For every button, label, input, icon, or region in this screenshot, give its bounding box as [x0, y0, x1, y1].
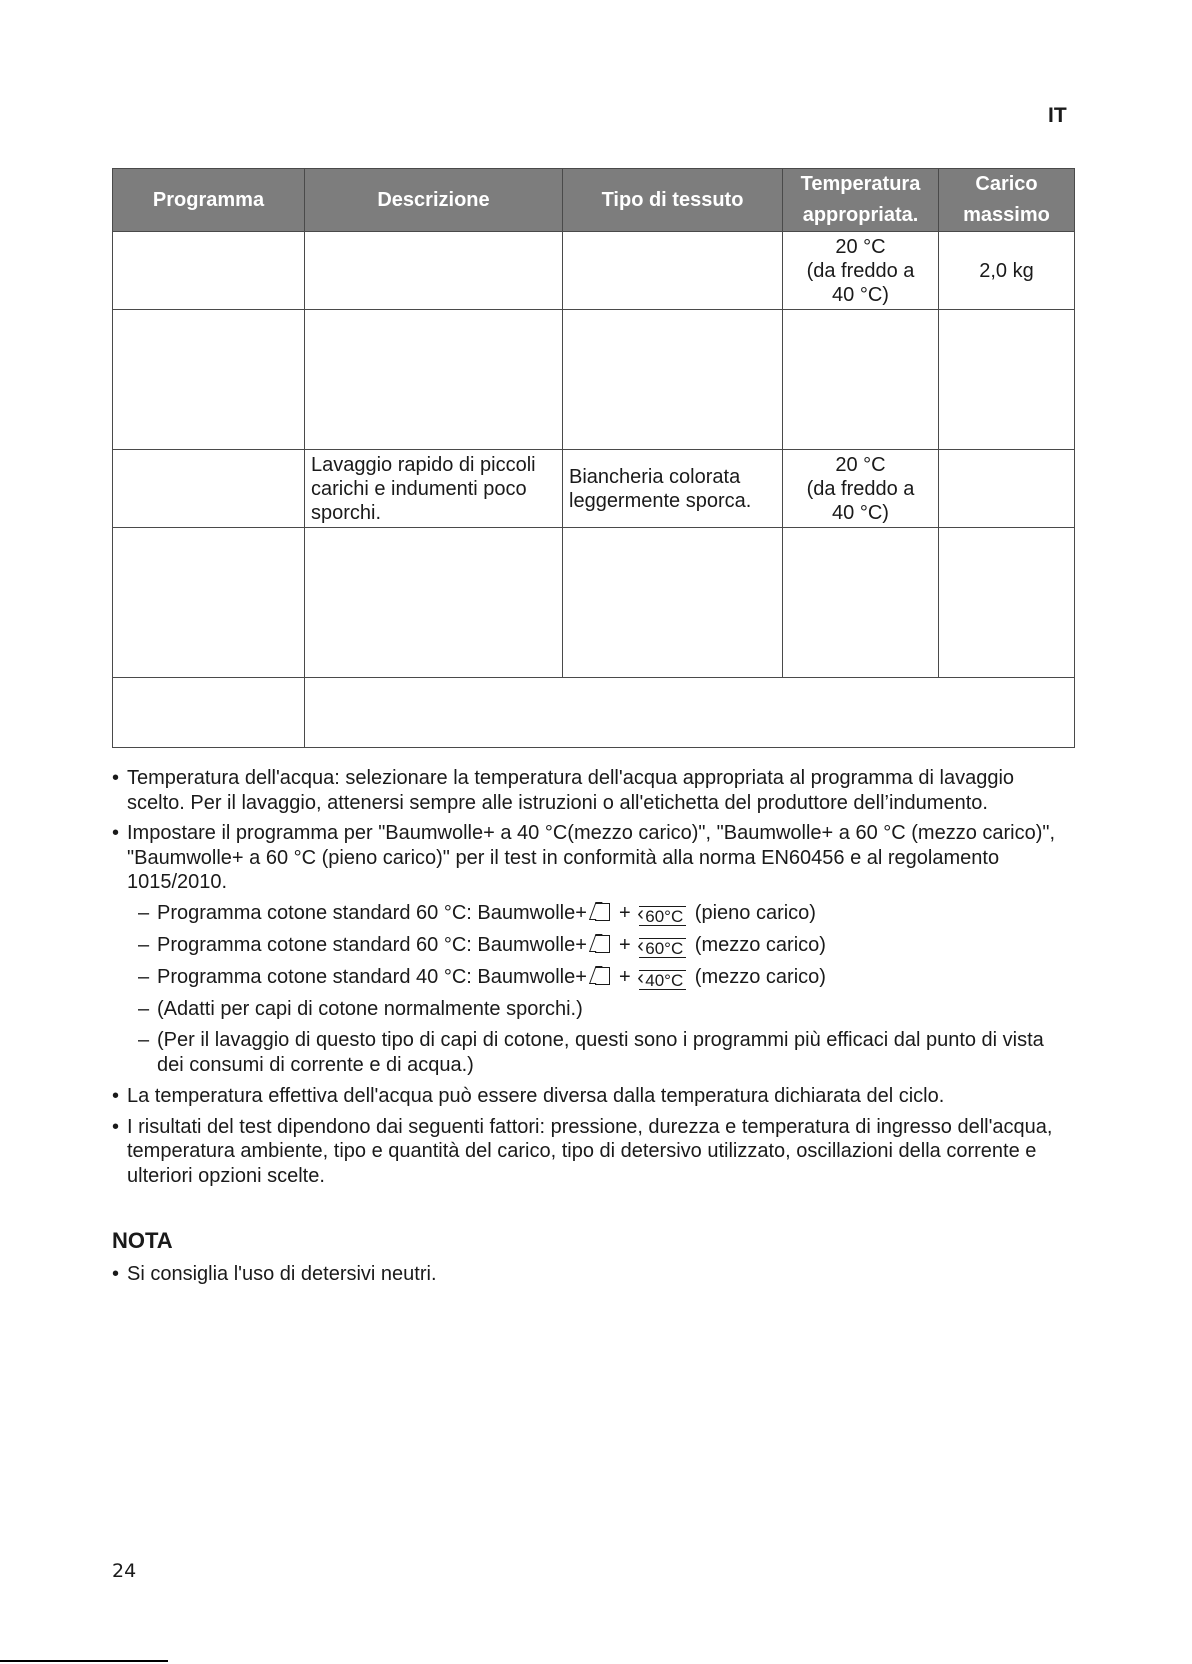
sub-item-suffix: (mezzo carico): [694, 965, 826, 988]
sub-item: – Programma cotone standard 60 °C: Baumwolle+ + ‹ 60°C (mezzo carico): [127, 933, 1072, 958]
cell-programma: [113, 232, 305, 310]
sub-item-suffix: (pieno carico): [694, 901, 816, 924]
cell-programma: [113, 310, 305, 450]
program-dial-icon: [595, 903, 610, 921]
cell-temperatura: [783, 450, 939, 528]
sub-item: [127, 1028, 1072, 1077]
note-text: Impostare il programma per "Baumwolle+ a 40 °C(mezzo carico)", "Baumwolle+ a 60 °C (mezzo carico)", "Baumwolle+ a 60 °C (pieno carico)" per il test in conformità alla norma EN60456 e al regolamento 1015/2010.: [127, 822, 1056, 893]
nota-section: [112, 1262, 437, 1286]
col-header-programma: Programma: [113, 169, 305, 232]
temperature-box-icon: ‹ 60°C: [639, 906, 686, 926]
table-row: [113, 310, 1075, 450]
note-item: [112, 1115, 1072, 1189]
col-header-carico: Carico massimo: [939, 169, 1075, 232]
program-dial-icon: [595, 935, 610, 953]
cell-programma: [113, 528, 305, 678]
table-row: [113, 678, 1075, 748]
temp-line: (da freddo a: [806, 259, 915, 282]
nota-heading: NOTA: [112, 1228, 173, 1253]
sub-item: – Programma cotone standard 40 °C: Baumwolle+ + ‹ 40°C (mezzo carico): [127, 965, 1072, 990]
sub-item-prefix: Programma cotone standard 60 °C: Baumwolle+: [157, 933, 587, 956]
cell-tessuto: [563, 232, 783, 310]
sub-item-prefix: Programma cotone standard 60 °C: Baumwolle+: [157, 901, 587, 924]
nota-text: Si consiglia l'uso di detersivi neutri.: [127, 1263, 437, 1285]
sub-item-text: (Per il lavaggio di questo tipo di capi di cotone, questi sono i programmi più efficaci dal punto di vista dei consumi di corrente e di acqua.): [157, 1029, 1044, 1076]
cell-temperatura: [783, 528, 939, 678]
cell-tessuto: [563, 528, 783, 678]
cell-programma: [113, 450, 305, 528]
cell-descrizione: Lavaggio rapido di piccoli carichi e indumenti poco sporchi.: [305, 450, 563, 528]
cell-tessuto: Biancheria colorata leggermente sporca.: [563, 450, 783, 528]
temp-line: 20 °C: [835, 453, 886, 476]
sub-item: – Programma cotone standard 60 °C: Baumwolle+ + ‹ 60°C (pieno carico): [127, 901, 1072, 926]
cell-carico: [939, 528, 1075, 678]
cell-descrizione: [305, 528, 563, 678]
note-text: La temperatura effettiva dell'acqua può essere diversa dalla temperatura dichiarata del ciclo.: [127, 1085, 945, 1107]
temp-line: 20 °C: [835, 235, 886, 258]
sub-item-prefix: Programma cotone standard 40 °C: Baumwolle+: [157, 965, 587, 988]
sub-item-text: (Adatti per capi di cotone normalmente sporchi.): [157, 997, 583, 1020]
table-row: [113, 528, 1075, 678]
note-item: [112, 1084, 1072, 1109]
table-header-row: [113, 169, 1075, 232]
temp-line: (da freddo a: [806, 477, 915, 500]
note-item: [112, 821, 1072, 1077]
cell-merged: [305, 678, 1075, 748]
page-number: 24: [112, 1560, 137, 1582]
note-text: I risultati del test dipendono dai seguenti fattori: pressione, durezza e temperatura di ingresso dell'acqua, temperatura ambiente, tipo e quantità del carico, tipo di detersivo utilizzato, oscillazioni della corrente e ulteriori opzioni scelte.: [127, 1115, 1053, 1187]
note-item: [112, 766, 1072, 815]
cell-tessuto: [563, 310, 783, 450]
temp-line: 40 °C): [832, 501, 889, 524]
cell-carico: [939, 450, 1075, 528]
nota-item: [112, 1262, 437, 1286]
language-code: IT: [1048, 104, 1067, 127]
table-row: [113, 232, 1075, 310]
program-dial-icon: [595, 967, 610, 985]
temperature-box-icon: ‹ 40°C: [639, 970, 686, 990]
programs-table: [112, 168, 1075, 748]
sub-item: [127, 997, 1072, 1022]
cell-descrizione: [305, 310, 563, 450]
note-text: Temperatura dell'acqua: selezionare la temperatura dell'acqua appropriata al programma di lavaggio scelto. Per il lavaggio, attenersi sempre alle istruzioni o all'etichetta del produttore dell’indumento.: [127, 767, 1015, 814]
cell-temperatura: [783, 310, 939, 450]
notes-section: [112, 766, 1072, 1194]
bottom-rule: [0, 1660, 168, 1662]
cell-carico: 2,0 kg: [939, 232, 1075, 310]
cell-descrizione: [305, 232, 563, 310]
col-header-tessuto: Tipo di tessuto: [563, 169, 783, 232]
col-header-temperatura: Temperatura appropriata.: [783, 169, 939, 232]
cell-programma: [113, 678, 305, 748]
cell-temperatura: [783, 232, 939, 310]
sub-item-suffix: (mezzo carico): [694, 933, 826, 956]
col-header-descrizione: Descrizione: [305, 169, 563, 232]
temperature-box-icon: ‹ 60°C: [639, 938, 686, 958]
table-row: [113, 450, 1075, 528]
temp-line: 40 °C): [832, 283, 889, 306]
cell-carico: [939, 310, 1075, 450]
